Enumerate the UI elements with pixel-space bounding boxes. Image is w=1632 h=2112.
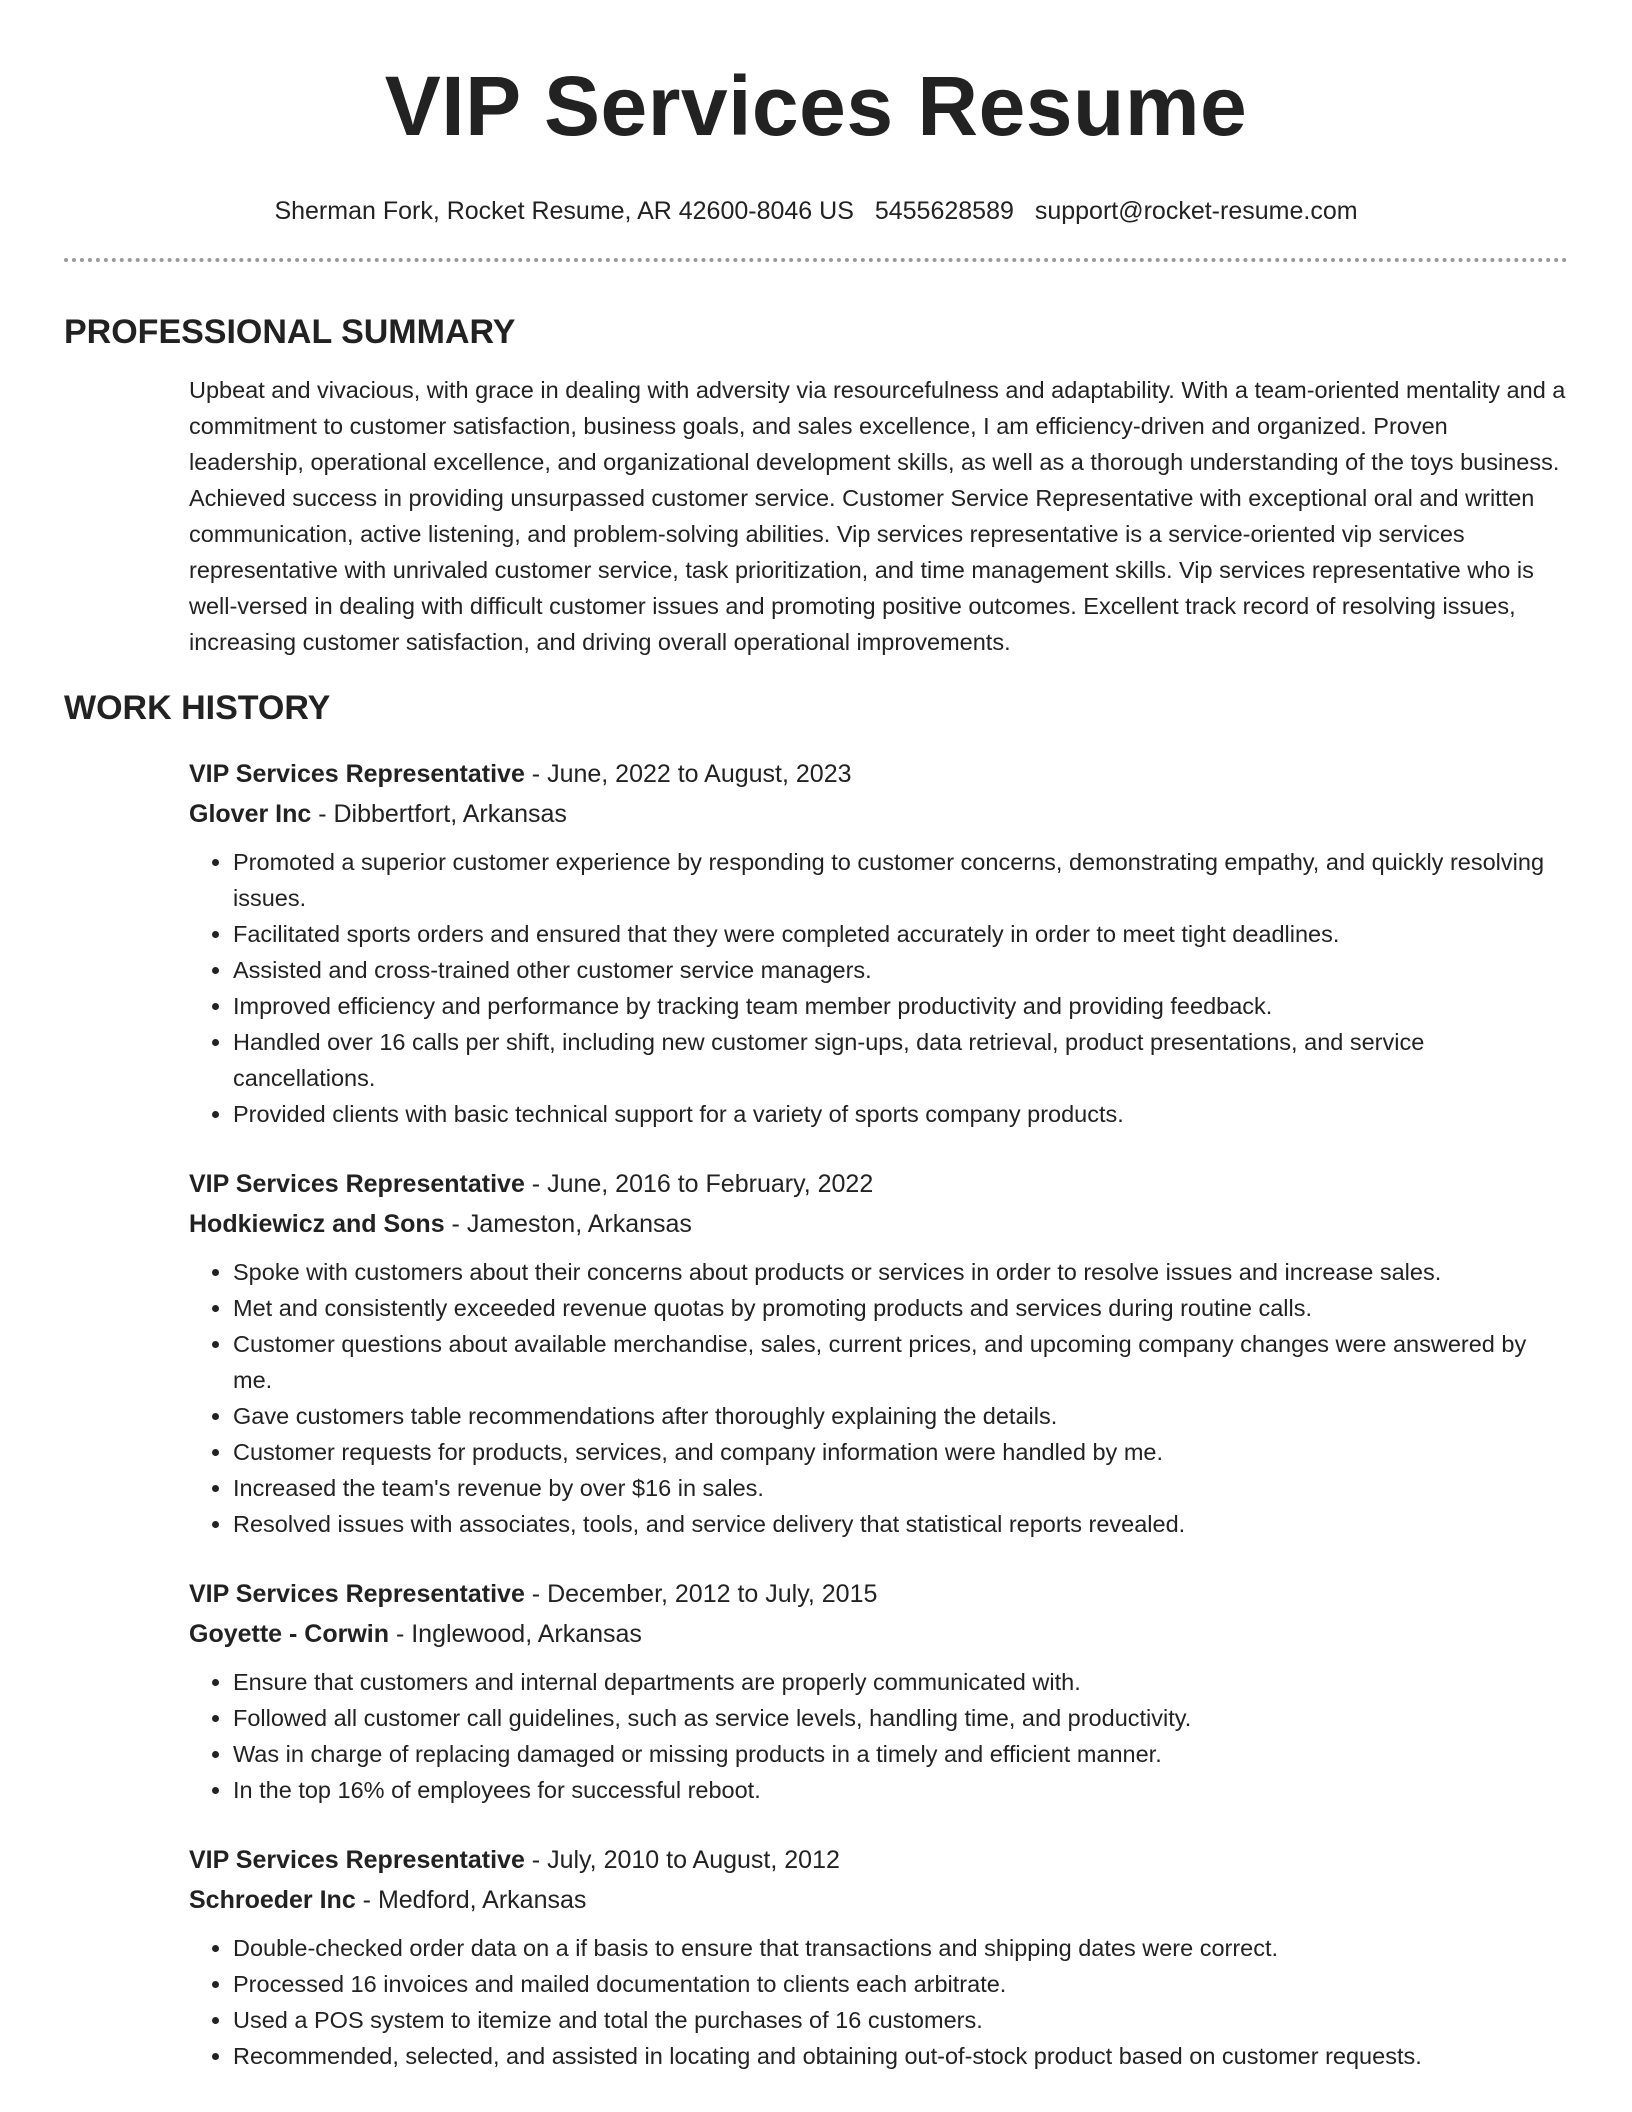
- contact-phone: 5455628589: [874, 197, 1014, 225]
- job-title-line: [189, 1840, 1568, 1880]
- job-title: VIP Services Representative: [189, 1580, 525, 1608]
- job-bullet: • Provided clients with basic technical support for a variety of sports company products.: [233, 1096, 1568, 1132]
- summary-heading: PROFESSIONAL SUMMARY: [64, 313, 516, 351]
- job-title: VIP Services Representative: [189, 1846, 525, 1874]
- job-company: Hodkiewicz and Sons: [189, 1210, 445, 1238]
- job-bullet: • Handled over 16 calls per shift, including new customer sign-ups, data retrieval, product presentations, and service cancellations.: [233, 1024, 1568, 1096]
- job-location: - Medford, Arkansas: [355, 1886, 587, 1914]
- job-company: Goyette - Corwin: [189, 1620, 390, 1648]
- job-bullet: • Met and consistently exceeded revenue quotas by promoting products and services during routine calls.: [233, 1290, 1568, 1326]
- job-bullets: [189, 1664, 1568, 1808]
- job-bullet: • Spoke with customers about their concerns about products or services in order to resolve issues and increase sales.: [233, 1254, 1568, 1290]
- contact-email: support@rocket-resume.com: [1034, 197, 1358, 225]
- job-title-line: [189, 754, 1568, 794]
- job-bullet: • Gave customers table recommendations after thoroughly explaining the details.: [233, 1398, 1568, 1434]
- job-dates: - December, 2012 to July, 2015: [524, 1580, 878, 1608]
- job-dates: - July, 2010 to August, 2012: [524, 1846, 840, 1874]
- job-location: - Dibbertfort, Arkansas: [311, 800, 567, 828]
- job-company: Schroeder Inc: [189, 1886, 356, 1914]
- job-title: VIP Services Representative: [189, 1170, 525, 1198]
- job-title-line: [189, 1574, 1568, 1614]
- summary-text: Upbeat and vivacious, with grace in dealing with adversity via resourcefulness and adaptability. With a team-oriented mentality and a commitment to customer satisfaction, business goals, and sales excellence, I am efficiency-driven and organized. Proven leadership, operational excellence, and organizational development skills, as well as a thorough understanding of the toys business. Achieved success in providing unsurpassed customer service. Customer Service Representative with exceptional oral and written communication, active listening, and problem-solving abilities. Vip services representative is a service-oriented vip services representative with unrivaled customer service, task prioritization, and time management skills. Vip services representative who is well-versed in dealing with difficult customer issues and promoting positive outcomes. Excellent track record of resolving issues, increasing customer satisfaction, and driving overall operational improvements.: [189, 377, 1566, 655]
- job-title: VIP Services Representative: [189, 760, 525, 788]
- job-bullet: • Recommended, selected, and assisted in locating and obtaining out-of-stock product based on customer requests.: [233, 2038, 1568, 2074]
- job-bullet: • Was in charge of replacing damaged or missing products in a timely and efficient manner.: [233, 1736, 1568, 1772]
- job-bullets: [189, 1254, 1568, 1542]
- resume-title: VIP Services Resume: [384, 59, 1248, 153]
- job-location: - Inglewood, Arkansas: [389, 1620, 642, 1648]
- job-company-line: [189, 1204, 1568, 1244]
- job-entry: [189, 1164, 1568, 1542]
- job-company-line: [189, 794, 1568, 834]
- job-bullet: • Used a POS system to itemize and total the purchases of 16 customers.: [233, 2002, 1568, 2038]
- work-history-heading: WORK HISTORY: [64, 689, 331, 727]
- job-company: Glover Inc: [189, 800, 312, 828]
- job-entry: [189, 1840, 1568, 2074]
- job-bullet: • Facilitated sports orders and ensured that they were completed accurately in order to meet tight deadlines.: [233, 916, 1568, 952]
- job-bullet: • Customer questions about available merchandise, sales, current prices, and upcoming company changes were answered by me.: [233, 1326, 1568, 1398]
- job-bullet: • Followed all customer call guidelines, such as service levels, handling time, and productivity.: [233, 1700, 1568, 1736]
- job-location: - Jameston, Arkansas: [444, 1210, 692, 1238]
- job-company-line: [189, 1880, 1568, 1920]
- job-bullet: • Assisted and cross-trained other customer service managers.: [233, 952, 1568, 988]
- job-bullets: [189, 1930, 1568, 2074]
- job-entry: [189, 754, 1568, 1132]
- job-title-line: [189, 1164, 1568, 1204]
- job-bullets: [189, 844, 1568, 1132]
- job-bullet: • Increased the team's revenue by over $16 in sales.: [233, 1470, 1568, 1506]
- job-bullet: • Resolved issues with associates, tools, and service delivery that statistical reports revealed.: [233, 1506, 1568, 1542]
- contact-address: Sherman Fork, Rocket Resume, AR 42600-8046 US: [274, 197, 854, 225]
- job-entry: [189, 1574, 1568, 1808]
- job-bullet: • Processed 16 invoices and mailed documentation to clients each arbitrate.: [233, 1966, 1568, 2002]
- job-dates: - June, 2016 to February, 2022: [524, 1170, 874, 1198]
- job-company-line: [189, 1614, 1568, 1654]
- job-bullet: • Ensure that customers and internal departments are properly communicated with.: [233, 1664, 1568, 1700]
- contact-line: [64, 196, 1568, 226]
- job-bullet: • In the top 16% of employees for successful reboot.: [233, 1772, 1568, 1808]
- job-bullet: • Improved efficiency and performance by tracking team member productivity and providing feedback.: [233, 988, 1568, 1024]
- job-bullet: • Promoted a superior customer experience by responding to customer concerns, demonstrating empathy, and quickly resolving issues.: [233, 844, 1568, 916]
- header-divider: [64, 258, 1568, 262]
- job-bullet: • Double-checked order data on a if basis to ensure that transactions and shipping dates were correct.: [233, 1930, 1568, 1966]
- job-dates: - June, 2022 to August, 2023: [524, 760, 852, 788]
- job-bullet: • Customer requests for products, services, and company information were handled by me.: [233, 1434, 1568, 1470]
